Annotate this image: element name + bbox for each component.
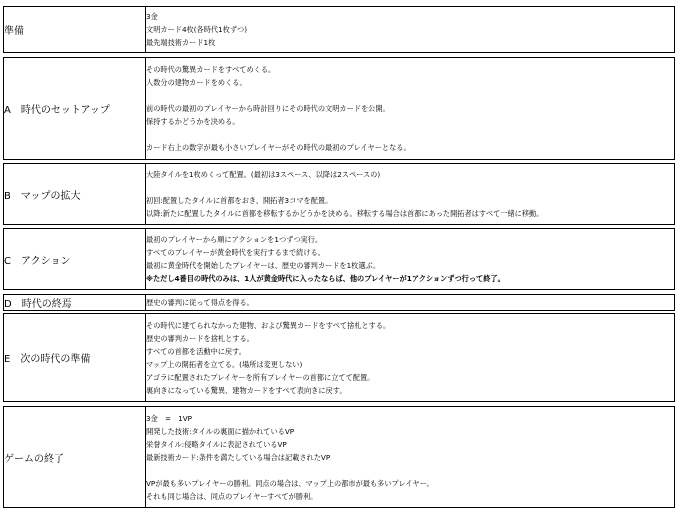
section-line: アゴラに配置されたプレイヤーを所有プレイヤーの首都に立てて配置。 <box>146 372 375 382</box>
section-line: 歴史の審判カードを捨札とする。 <box>146 333 254 343</box>
section-heading: D 時代の終焉 <box>4 295 146 311</box>
section-content <box>146 58 675 160</box>
section-line: マップ上の開拓者を立てる。(場所は変更しない) <box>146 359 303 369</box>
section-line: 栄誉タイル:侵略タイルに表記されているVP <box>146 439 287 449</box>
section-row <box>4 7 675 53</box>
section-row <box>4 229 675 290</box>
section-line: 文明カード4枚(各時代1枚ずつ) <box>146 25 248 34</box>
section-line: 人数分の建物カードをめくる。 <box>146 78 247 87</box>
section-line: 保持するかどうかを決める。 <box>146 117 240 126</box>
section-line: 3金 <box>146 12 158 21</box>
section-row <box>4 295 675 311</box>
section-line: 以降:新たに配置したタイルに首都を移転するかどうかを決める。移転する場合は首都にあった開拓者はすべて一緒に移動。 <box>146 209 544 218</box>
section-line: その時代の驚異カードをすべてめくる。 <box>146 65 276 74</box>
section-line: すべてのプレイヤーが黄金時代を実行するまで続ける。 <box>146 248 325 257</box>
section-row <box>4 58 675 160</box>
section-table <box>3 163 675 225</box>
section-table <box>3 6 675 53</box>
section-line: VPが最も多いプレイヤーの勝利。同点の場合は、マップ上の都市が最も多いプレイヤー。 <box>146 478 434 488</box>
section-heading: 準備 <box>4 7 146 53</box>
section-line: カード右上の数字が最も小さいプレイヤーがその時代の最初のプレイヤーとなる。 <box>146 143 411 152</box>
section-line: その時代に建てられなかった建物、および驚異カードをすべて捨札とする。 <box>146 320 391 330</box>
section-heading: C アクション <box>4 229 146 290</box>
section-content <box>146 295 675 311</box>
section-heading: ゲームの終了 <box>4 407 146 508</box>
section-table <box>3 406 675 508</box>
section-content <box>146 229 675 290</box>
section-line: すべての首都を活動中に戻す。 <box>146 346 246 356</box>
section-heading: E 次の時代の準備 <box>4 314 146 402</box>
section-line: 前の時代の最初のプレイヤーから時計回りにその時代の文明カードを公開。 <box>146 104 390 113</box>
section-table <box>3 294 675 311</box>
section-line: 開発した技術:タイルの裏面に描かれているVP <box>146 426 295 436</box>
section-table <box>3 313 675 402</box>
section-content <box>146 164 675 225</box>
section-line: 初回:配置したタイルに首都をおき、開拓者3コマを配置。 <box>146 196 333 205</box>
section-table <box>3 228 675 290</box>
section-row <box>4 407 675 508</box>
section-heading: A 時代のセットアップ <box>4 58 146 160</box>
section-line: 最新技術カード:条件を満たしている場合は記載されたVP <box>146 452 331 462</box>
section-row <box>4 314 675 402</box>
section-line <box>146 128 674 141</box>
section-table <box>3 57 675 160</box>
section-line: それも同じ場合は、同点のプレイヤーすべてが勝利。 <box>146 491 318 501</box>
section-line: 最初に黄金時代を開始したプレイヤーは、歴史の審判カードを1枚選ぶ。 <box>146 261 381 270</box>
section-line: 3金 = 1VP <box>146 413 192 423</box>
section-content <box>146 407 675 508</box>
section-line <box>146 181 674 194</box>
section-line: 歴史の審判に従って得点を得る。 <box>146 298 254 307</box>
section-line: ※ただし4番目の時代のみは、1人が黄金時代に入ったならば、他のプレイヤーが1アクションずつ行って終了。 <box>146 274 505 283</box>
section-line: 裏向きになっている驚異、建物カードをすべて表向きに戻す。 <box>146 385 347 395</box>
section-row <box>4 164 675 225</box>
section-line <box>146 464 674 477</box>
section-line: 大陸タイルを1枚めくって配置。(最初は3スペース、以降は2スペースの) <box>146 170 381 179</box>
section-line: 最初のプレイヤーから順にアクションを1つずつ実行。 <box>146 235 323 244</box>
section-line <box>146 89 674 102</box>
section-content <box>146 314 675 402</box>
section-line: 最先端技術カード1枚 <box>146 38 216 47</box>
section-heading: B マップの拡大 <box>4 164 146 225</box>
section-content <box>146 7 675 53</box>
